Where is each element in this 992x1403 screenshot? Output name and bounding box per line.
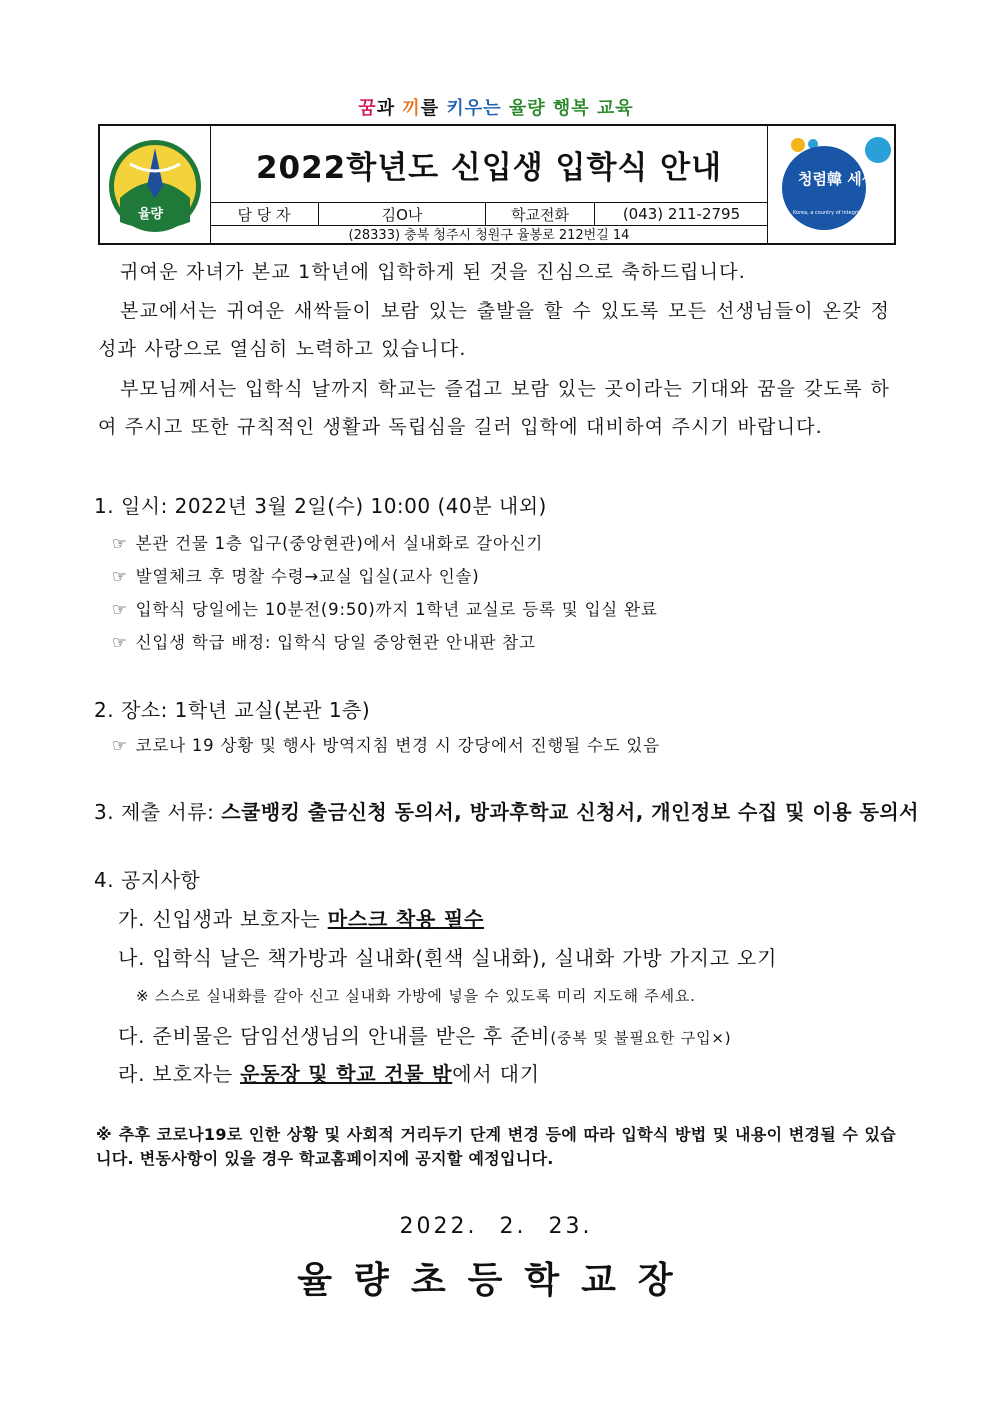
- bullet-text: 입학식 당일에는 10분전(9:50)까지 1학년 교실로 등록 및 입실 완료: [135, 600, 658, 619]
- phone-label: 학교전화: [486, 203, 595, 225]
- school-address: (28333) 충북 청주시 청원구 율봉로 212번길 14: [348, 228, 630, 243]
- section-2-heading: 2. 장소: 1학년 교실(본관 1층): [94, 698, 371, 722]
- principal-signature: 율량초등학교장: [297, 1260, 695, 1301]
- bullet-text: 본관 건물 1층 입구(중앙현관)에서 실내화로 갈아신기: [135, 534, 544, 553]
- list-item: [112, 596, 658, 620]
- notice-ra: [118, 1058, 540, 1087]
- pointing-hand-icon: ☞: [112, 567, 128, 586]
- slogan-part: 꿈: [358, 98, 377, 119]
- notice-text: 에서 대기: [452, 1062, 540, 1086]
- slogan-part: 과: [376, 98, 403, 119]
- notice-note: (중복 및 불필요한 구입×): [550, 1029, 732, 1047]
- notice-text: 라. 보호자는: [118, 1062, 241, 1086]
- notice-emphasis: 운동장 및 학교 건물 밖: [240, 1062, 453, 1086]
- slogan-part: 를: [420, 98, 447, 119]
- section-1-heading: 1. 일시: 2022년 3월 2일(수) 10:00 (40분 내외): [94, 494, 547, 518]
- contact-name: 김O나: [319, 203, 486, 225]
- notice-text: 다. 준비물은 담임선생님의 안내를 받은 후 준비: [118, 1024, 551, 1048]
- notice-na-note: ※ 스스로 실내화를 갈아 신고 실내화 가방에 넣을 수 있도록 미리 지도해 주세요.: [136, 987, 696, 1005]
- logo-text: 율량: [138, 207, 164, 222]
- section-3-label: 3. 제출 서류:: [94, 800, 222, 824]
- intro-paragraph-1: 귀여운 자녀가 본교 1학년에 입학하게 된 것을 진심으로 축하드립니다.: [120, 261, 746, 283]
- emblem-subtext: Korea, a country of integrity: [793, 210, 864, 216]
- page-title: 2022학년도 신입생 입학식 안내: [255, 149, 723, 186]
- bullet-text: 코로나 19 상황 및 행사 방역지침 변경 시 강당에서 진행될 수도 있음: [135, 736, 660, 755]
- slogan-part: 키우는: [446, 98, 502, 119]
- contact-label: 담 당 자: [210, 203, 319, 225]
- document-date: 2022. 2. 23.: [399, 1214, 593, 1239]
- slogan-part: 끼: [402, 98, 421, 119]
- list-item: [112, 629, 536, 653]
- integrity-emblem: [767, 126, 894, 243]
- intro-paragraph-2: 본교에서는 귀여운 새싹들이 보람 있는 출발을 할 수 있도록 모든 선생님들이 온갖 정성과 사랑으로 열심히 노력하고 있습니다.: [98, 300, 890, 360]
- bullet-text: 발열체크 후 명찰 수령→교실 입실(교사 인솔): [135, 567, 480, 586]
- list-item: [112, 732, 660, 756]
- pointing-hand-icon: ☞: [112, 633, 128, 652]
- required-documents: 스쿨뱅킹 출금신청 동의서, 방과후학교 신청서, 개인정보 수집 및 이용 동의서: [221, 800, 919, 824]
- pointing-hand-icon: ☞: [112, 736, 128, 755]
- pointing-hand-icon: ☞: [112, 534, 128, 553]
- contact-row: [210, 202, 768, 226]
- list-item: [112, 530, 543, 554]
- school-logo: [100, 126, 211, 243]
- notice-na: 나. 입학식 날은 책가방과 실내화(흰색 실내화), 실내화 가방 가지고 오기: [118, 946, 778, 970]
- pointing-hand-icon: ☞: [112, 600, 128, 619]
- intro-paragraph-3: 부모님께서는 입학식 날까지 학교는 즐겁고 보람 있는 곳이라는 기대와 꿈을 갖도록 하여 주시고 또한 규칙적인 생활과 독립심을 길러 입학에 대비하여 주시기 바랍니다.: [98, 378, 890, 438]
- emblem-text: 청렴韓 세상: [798, 170, 877, 188]
- notice-ga: [118, 903, 484, 932]
- section-3: [94, 796, 919, 825]
- phone-number: (043) 211-2795: [622, 205, 741, 223]
- school-slogan: [0, 94, 992, 120]
- notice-text: 가. 신입생과 보호자는: [118, 907, 328, 931]
- notice-emphasis: 마스크 착용 필수: [327, 907, 485, 931]
- bullet-text: 신입생 학급 배정: 입학식 당일 중앙현관 안내판 참고: [135, 633, 536, 652]
- notice-da: [118, 1020, 731, 1049]
- list-item: [112, 563, 479, 587]
- header-table: [98, 124, 896, 245]
- section-4-heading: 4. 공지사항: [94, 868, 201, 892]
- footnote: ※ 추후 코로나19로 인한 상황 및 사회적 거리두기 단계 변경 등에 따라 입학식 방법 및 내용이 변경될 수 있습니다. 변동사항이 있을 경우 학교홈페이지에 공지할 예정입니다.: [96, 1125, 896, 1168]
- slogan-part: 율량 행복 교육: [501, 98, 634, 119]
